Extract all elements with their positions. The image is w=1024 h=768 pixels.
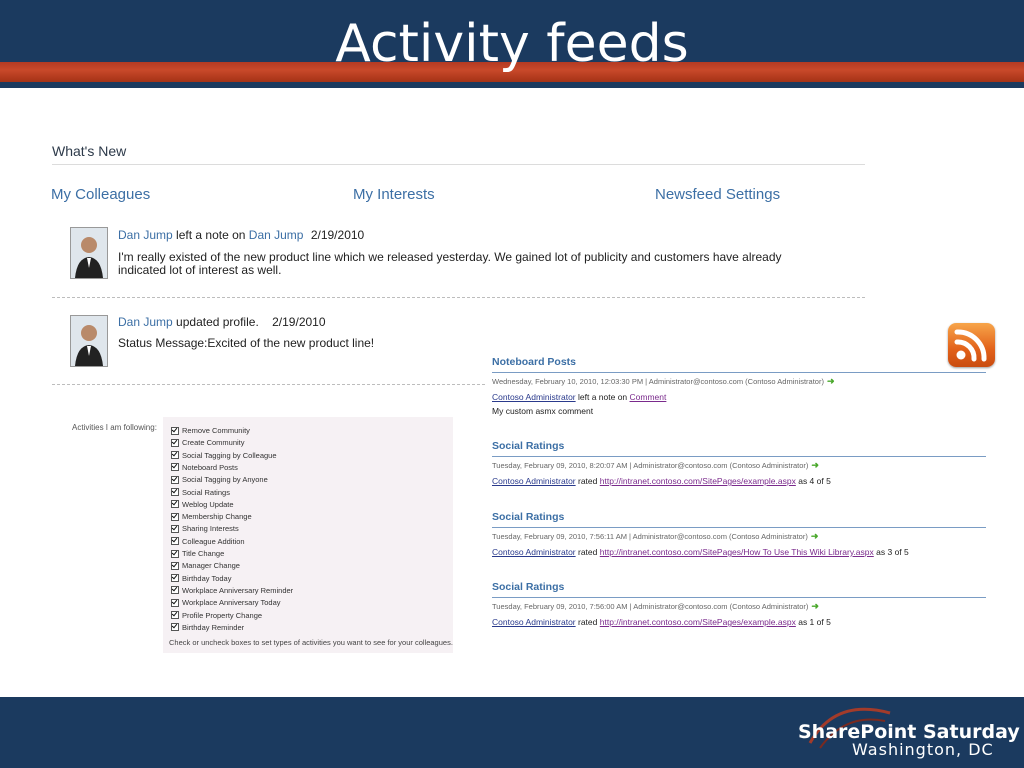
activity-checkbox-item[interactable] — [171, 560, 240, 571]
checkbox-checked[interactable] — [171, 599, 179, 607]
notification-meta — [492, 531, 818, 542]
tab-my-colleagues[interactable]: My Colleagues — [51, 186, 151, 203]
feed-body-line: I'm really existed of the new product line which we released yesterday. We gained lot of publicity and customers have already — [118, 250, 782, 264]
activity-checkbox-item[interactable] — [171, 437, 245, 448]
checkbox-checked[interactable] — [171, 586, 179, 594]
activity-checkbox-item[interactable] — [171, 610, 262, 621]
brand-name: SharePoint Saturday — [798, 721, 1020, 743]
notification-meta-text: Tuesday, February 09, 2010, 7:56:00 AM | Administrator@contoso.com (Contoso Administrator) — [492, 602, 809, 611]
feed-body-line: indicated lot of interest as well. — [118, 263, 282, 277]
notification-body — [492, 392, 666, 402]
rating-value: as 3 of 5 — [876, 547, 909, 557]
checkbox-checked[interactable] — [171, 476, 179, 484]
checkbox-label: Manager Change — [182, 561, 240, 571]
target-link[interactable]: http://intranet.contoso.com/SitePages/example.aspx — [599, 476, 796, 486]
checkbox-label: Noteboard Posts — [182, 462, 238, 472]
go-arrow-icon[interactable]: ➜ — [826, 376, 835, 386]
activity-checkbox-item[interactable] — [171, 462, 238, 473]
checkbox-checked[interactable] — [171, 611, 179, 619]
notification-title-text: Noteboard Posts — [492, 356, 577, 368]
notification-divider — [492, 456, 986, 457]
notification-meta — [492, 376, 835, 387]
feed-action: left a note on — [176, 228, 246, 242]
notification-body — [492, 547, 909, 557]
checkbox-label: Workplace Anniversary Reminder — [182, 585, 294, 595]
notification-title-text: Social Ratings — [492, 511, 565, 523]
author-link[interactable]: Dan Jump — [118, 315, 173, 329]
heading-divider — [52, 164, 865, 165]
checkbox-label: Sharing Interests — [182, 524, 239, 534]
target-link[interactable]: Comment — [629, 392, 667, 402]
checkbox-label: Social Tagging by Colleague — [182, 450, 277, 460]
notification-body — [492, 617, 831, 627]
go-arrow-icon[interactable]: ➜ — [810, 531, 819, 541]
actor-link[interactable]: Contoso Administrator — [492, 476, 576, 486]
activity-checkbox-item[interactable] — [171, 548, 224, 559]
activity-checkbox-item[interactable] — [171, 585, 293, 596]
actor-link[interactable]: Contoso Administrator — [492, 547, 576, 557]
notification-body — [492, 476, 831, 486]
checkbox-label: Membership Change — [182, 512, 252, 522]
checkbox-label: Create Community — [182, 438, 245, 448]
notification-verb: rated — [578, 617, 598, 627]
notification-meta — [492, 460, 819, 471]
notification-meta-text: Wednesday, February 10, 2010, 12:03:30 PM | Administrator@contoso.com (Contoso Administrator) — [492, 377, 824, 386]
checkbox-label: Workplace Anniversary Today — [182, 598, 281, 608]
notification-title — [492, 356, 576, 368]
activity-checkbox-item[interactable] — [171, 499, 234, 510]
notification-meta-text: Tuesday, February 09, 2010, 7:56:11 AM | Administrator@contoso.com (Contoso Administrator) — [492, 532, 808, 541]
checkbox-label: Remove Community — [182, 426, 250, 435]
activity-checkbox-item[interactable] — [171, 425, 250, 436]
brand-location: Washington, DC — [852, 740, 994, 759]
go-arrow-icon[interactable]: ➜ — [811, 460, 819, 470]
tab-newsfeed-settings[interactable]: Newsfeed Settings — [655, 186, 781, 203]
feed-action: updated profile. — [176, 315, 259, 329]
feed-date: 2/19/2010 — [310, 228, 365, 242]
actor-link[interactable]: Contoso Administrator — [492, 617, 576, 627]
actor-link[interactable]: Contoso Administrator — [492, 392, 576, 402]
checkbox-checked[interactable] — [171, 439, 179, 447]
rss-feed-icon[interactable] — [948, 323, 995, 367]
notification-title-text: Social Ratings — [492, 440, 565, 452]
checkbox-label: Title Change — [182, 549, 225, 558]
activity-checkbox-item[interactable] — [171, 536, 245, 547]
checkbox-label: Birthday Today — [182, 573, 232, 583]
notification-verb: rated — [578, 476, 598, 486]
notification-verb: rated — [578, 547, 598, 557]
notification-extra — [492, 406, 593, 416]
feed-separator — [52, 384, 485, 385]
checkbox-checked[interactable] — [171, 463, 179, 471]
person-photo-icon — [71, 228, 107, 278]
comment-text: My custom asmx comment — [492, 406, 594, 416]
activities-hint: Check or uncheck boxes to set types of activities you want to see for your colleagues. — [169, 638, 453, 647]
notification-divider — [492, 597, 986, 598]
checkbox-checked[interactable] — [171, 525, 179, 533]
target-link[interactable]: Dan Jump — [248, 228, 304, 242]
checkbox-label: Birthday Reminder — [182, 622, 245, 632]
feed-date: 2/19/2010 — [272, 315, 326, 329]
checkbox-checked[interactable] — [171, 500, 179, 508]
notification-title-text: Social Ratings — [492, 581, 565, 593]
whats-new-heading: What's New — [52, 143, 127, 159]
checkbox-checked[interactable] — [171, 451, 179, 459]
checkbox-label: Social Ratings — [182, 487, 230, 497]
target-link[interactable]: http://intranet.contoso.com/SitePages/How To Use This Wiki Library.aspx — [599, 547, 874, 557]
activity-checkbox-item[interactable] — [171, 573, 231, 584]
checkbox-label: Weblog Update — [182, 499, 234, 509]
activities-checkbox-panel — [163, 417, 453, 653]
checkbox-checked[interactable] — [171, 550, 179, 558]
status-message: Status Message:Excited of the new product line! — [118, 336, 375, 350]
checkbox-checked[interactable] — [171, 562, 179, 570]
avatar — [70, 315, 108, 367]
checkbox-checked[interactable] — [171, 488, 179, 496]
person-photo-icon — [71, 316, 107, 366]
notification-title — [492, 511, 564, 523]
feed-item-header — [118, 228, 364, 242]
notification-verb: left a note on — [578, 392, 628, 402]
activity-checkbox-item[interactable] — [171, 474, 268, 485]
tab-my-interests[interactable]: My Interests — [353, 186, 435, 203]
notification-divider — [492, 372, 986, 373]
feed-item-header — [118, 315, 326, 329]
notification-meta-text: Tuesday, February 09, 2010, 8:20:07 AM | Administrator@contoso.com (Contoso Administrator) — [492, 461, 809, 470]
rating-value: as 1 of 5 — [798, 617, 831, 627]
checkbox-label: Social Tagging by Anyone — [182, 475, 268, 485]
checkbox-checked[interactable] — [171, 513, 179, 521]
rating-value: as 4 of 5 — [798, 476, 831, 486]
activity-checkbox-item[interactable] — [171, 523, 239, 534]
checkbox-checked[interactable] — [171, 427, 179, 435]
checkbox-checked[interactable] — [171, 537, 179, 545]
notification-title — [492, 440, 564, 452]
activity-checkbox-item[interactable] — [171, 487, 230, 498]
activity-checkbox-item[interactable] — [171, 450, 277, 461]
checkbox-label: Colleague Addition — [182, 536, 245, 546]
notification-divider — [492, 527, 986, 528]
notification-title — [492, 581, 564, 593]
checkbox-checked[interactable] — [171, 574, 179, 582]
activity-checkbox-item[interactable] — [171, 597, 281, 608]
go-arrow-icon[interactable]: ➜ — [811, 601, 819, 611]
activity-checkbox-item[interactable] — [171, 622, 244, 633]
rss-icon — [948, 323, 995, 367]
feed-separator — [52, 297, 865, 298]
author-link[interactable]: Dan Jump — [118, 228, 173, 242]
notification-meta — [492, 601, 819, 612]
target-link[interactable]: http://intranet.contoso.com/SitePages/example.aspx — [599, 617, 796, 627]
checkbox-checked[interactable] — [171, 623, 179, 631]
activities-label: Activities I am following: — [72, 423, 157, 432]
checkbox-label: Profile Property Change — [182, 610, 263, 620]
slide-title: Activity feeds — [335, 14, 689, 74]
activity-checkbox-item[interactable] — [171, 511, 252, 522]
avatar — [70, 227, 108, 279]
